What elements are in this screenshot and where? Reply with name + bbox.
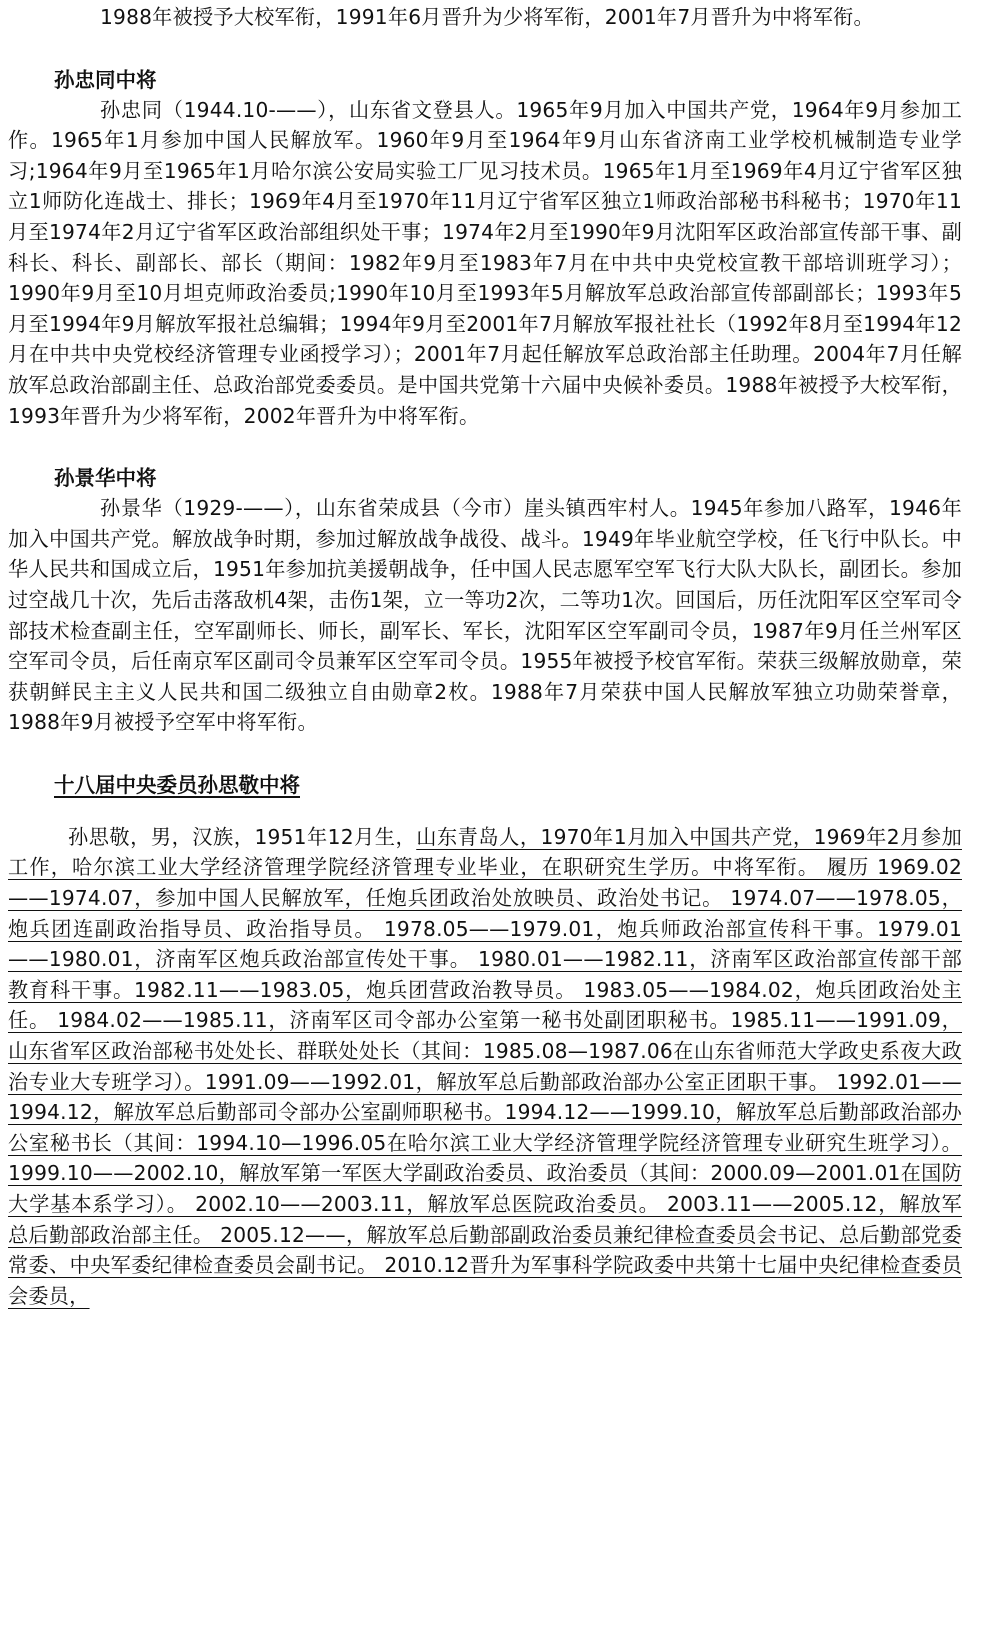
section-heading-sun-zhongtong: 孙忠同中将 <box>54 67 157 92</box>
intro-paragraph: 1988年被授予大校军衔，1991年6月晋升为少将军衔，2001年7月晋升为中将军衔。 <box>100 5 874 29</box>
section-body-sun-sijing <box>8 822 962 1312</box>
spacer <box>8 800 962 822</box>
bio-underlined-text: 山东青岛人，1970年1月加入中国共产党，1969年2月参加工作，哈尔滨工业大学经济管理学院经济管理专业毕业，在职研究生学历。中将军衔。 履历 1969.02——1974.07，参加中国人民解放军，任炮兵团政治处放映员、政治处书记。 1974.07——1978.05，炮兵团连副政治指导员、政治指导员。 1978.05——1979.01，炮兵师政治部宣传科干事。1979.01——1980.01，济南军区炮兵政治部宣传处干事。 1980.01——1982.11，济南军区政治部宣传部干部教育科干事。1982.11——1983.05，炮兵团营政治教导员。 1983.05——1984.02，炮兵团政治处主任。 1984.02——1985.11，济南军区司令部办公室第一秘书处副团职秘书。1985.11——1991.09，山东省军区政治部秘书处处长、群联处处长（其间：1985.08—1987.06在山东省师范大学政史系夜大政治专业大专班学习）。1991.09——1992.01，解放军总后勤部政治部办公室正团职干事。 1992.01——1994.12，解放军总后勤部司令部办公室副师职秘书。1994.12——1999.10，解放军总后勤部政治部办公室秘书长（其间：1994.10—1996.05在哈尔滨工业大学经济管理学院经济管理专业研究生班学习）。1999.10——2002.10，解放军第一军医大学副政治委员、政治委员（其间：2000.09—2001.01在国防大学基本系学习）。 2002.10——2003.11，解放军总医院政治委员。 2003.11——2005.12，解放军总后勤部政治部主任。 2005.12——，解放军总后勤部副政治委员兼纪律检查委员会书记、总后勤部党委常委、中央军委纪律检查委员会副书记。 2010.12晋升为军事科学院政委中共第十七届中央纪律检查委员会委员， <box>8 824 962 1308</box>
bio-lead-text: 孙思敬，男，汉族，1951年12月生， <box>68 824 417 849</box>
section-body-sun-zhongtong: 孙忠同（1944.10-——），山东省文登县人。1965年9月加入中国共产党，1964年9月参加工作。1965年1月参加中国人民解放军。1960年9月至1964年9月山东省济南工业学校机械制造专业学习;1964年9月至1965年1月哈尔滨公安局实验工厂见习技术员。1965年1月至1969年4月辽宁省军区独立1师防化连战士、排长；1969年4月至1970年11月辽宁省军区独立1师政治部秘书科秘书；1970年11月至1974年2月辽宁省军区政治部组织处干事；1974年2月至1990年9月沈阳军区政治部宣传部干事、副科长、科长、副部长、部长（期间：1982年9月至1983年7月在中共中央党校宣教干部培训班学习）；1990年9月至10月坦克师政治委员;1990年10月至1993年5月解放军总政治部宣传部副部长；1993年5月至1994年9月解放军报社总编辑；1994年9月至2001年7月解放军报社社长（1992年8月至1994年12月在中共中央党校经济管理专业函授学习）；2001年7月起任解放军总政治部主任助理。2004年7月任解放军总政治部副主任、总政治部党委委员。是中国共党第十六届中央候补委员。1988年被授予大校军衔，1993年晋升为少将军衔，2002年晋升为中将军衔。 <box>8 97 962 428</box>
spacer <box>8 431 962 463</box>
spacer <box>8 33 962 65</box>
section-heading-sun-jinghua: 孙景华中将 <box>54 466 157 491</box>
section-heading-sun-sijing: 十八届中央委员孙思敬中将 <box>54 772 300 797</box>
spacer <box>8 738 962 770</box>
section-body-sun-jinghua: 孙景华（1929-——），山东省荣成县（今市）崖头镇西牢村人。1945年参加八路军，1946年加入中国共产党。解放战争时期，参加过解放战争战役、战斗。1949年毕业航空学校，任飞行中队长。中华人民共和国成立后，1951年参加抗美援朝战争，任中国人民志愿军空军飞行大队大队长，副团长。参加过空战几十次，先后击落敌机4架，击伤1架，立一等功2次，二等功1次。回国后，历任沈阳军区空军司令部技术检查副主任，空军副师长、师长，副军长、军长，沈阳军区空军副司令员，1987年9月任兰州军区空军司令员，后任南京军区副司令员兼军区空军司令员。1955年被授予校官军衔。荣获三级解放勋章，荣获朝鲜民主主义人民共和国二级独立自由勋章2枚。1988年7月荣获中国人民解放军独立功勋荣誉章，1988年9月被授予空军中将军衔。 <box>8 496 962 735</box>
